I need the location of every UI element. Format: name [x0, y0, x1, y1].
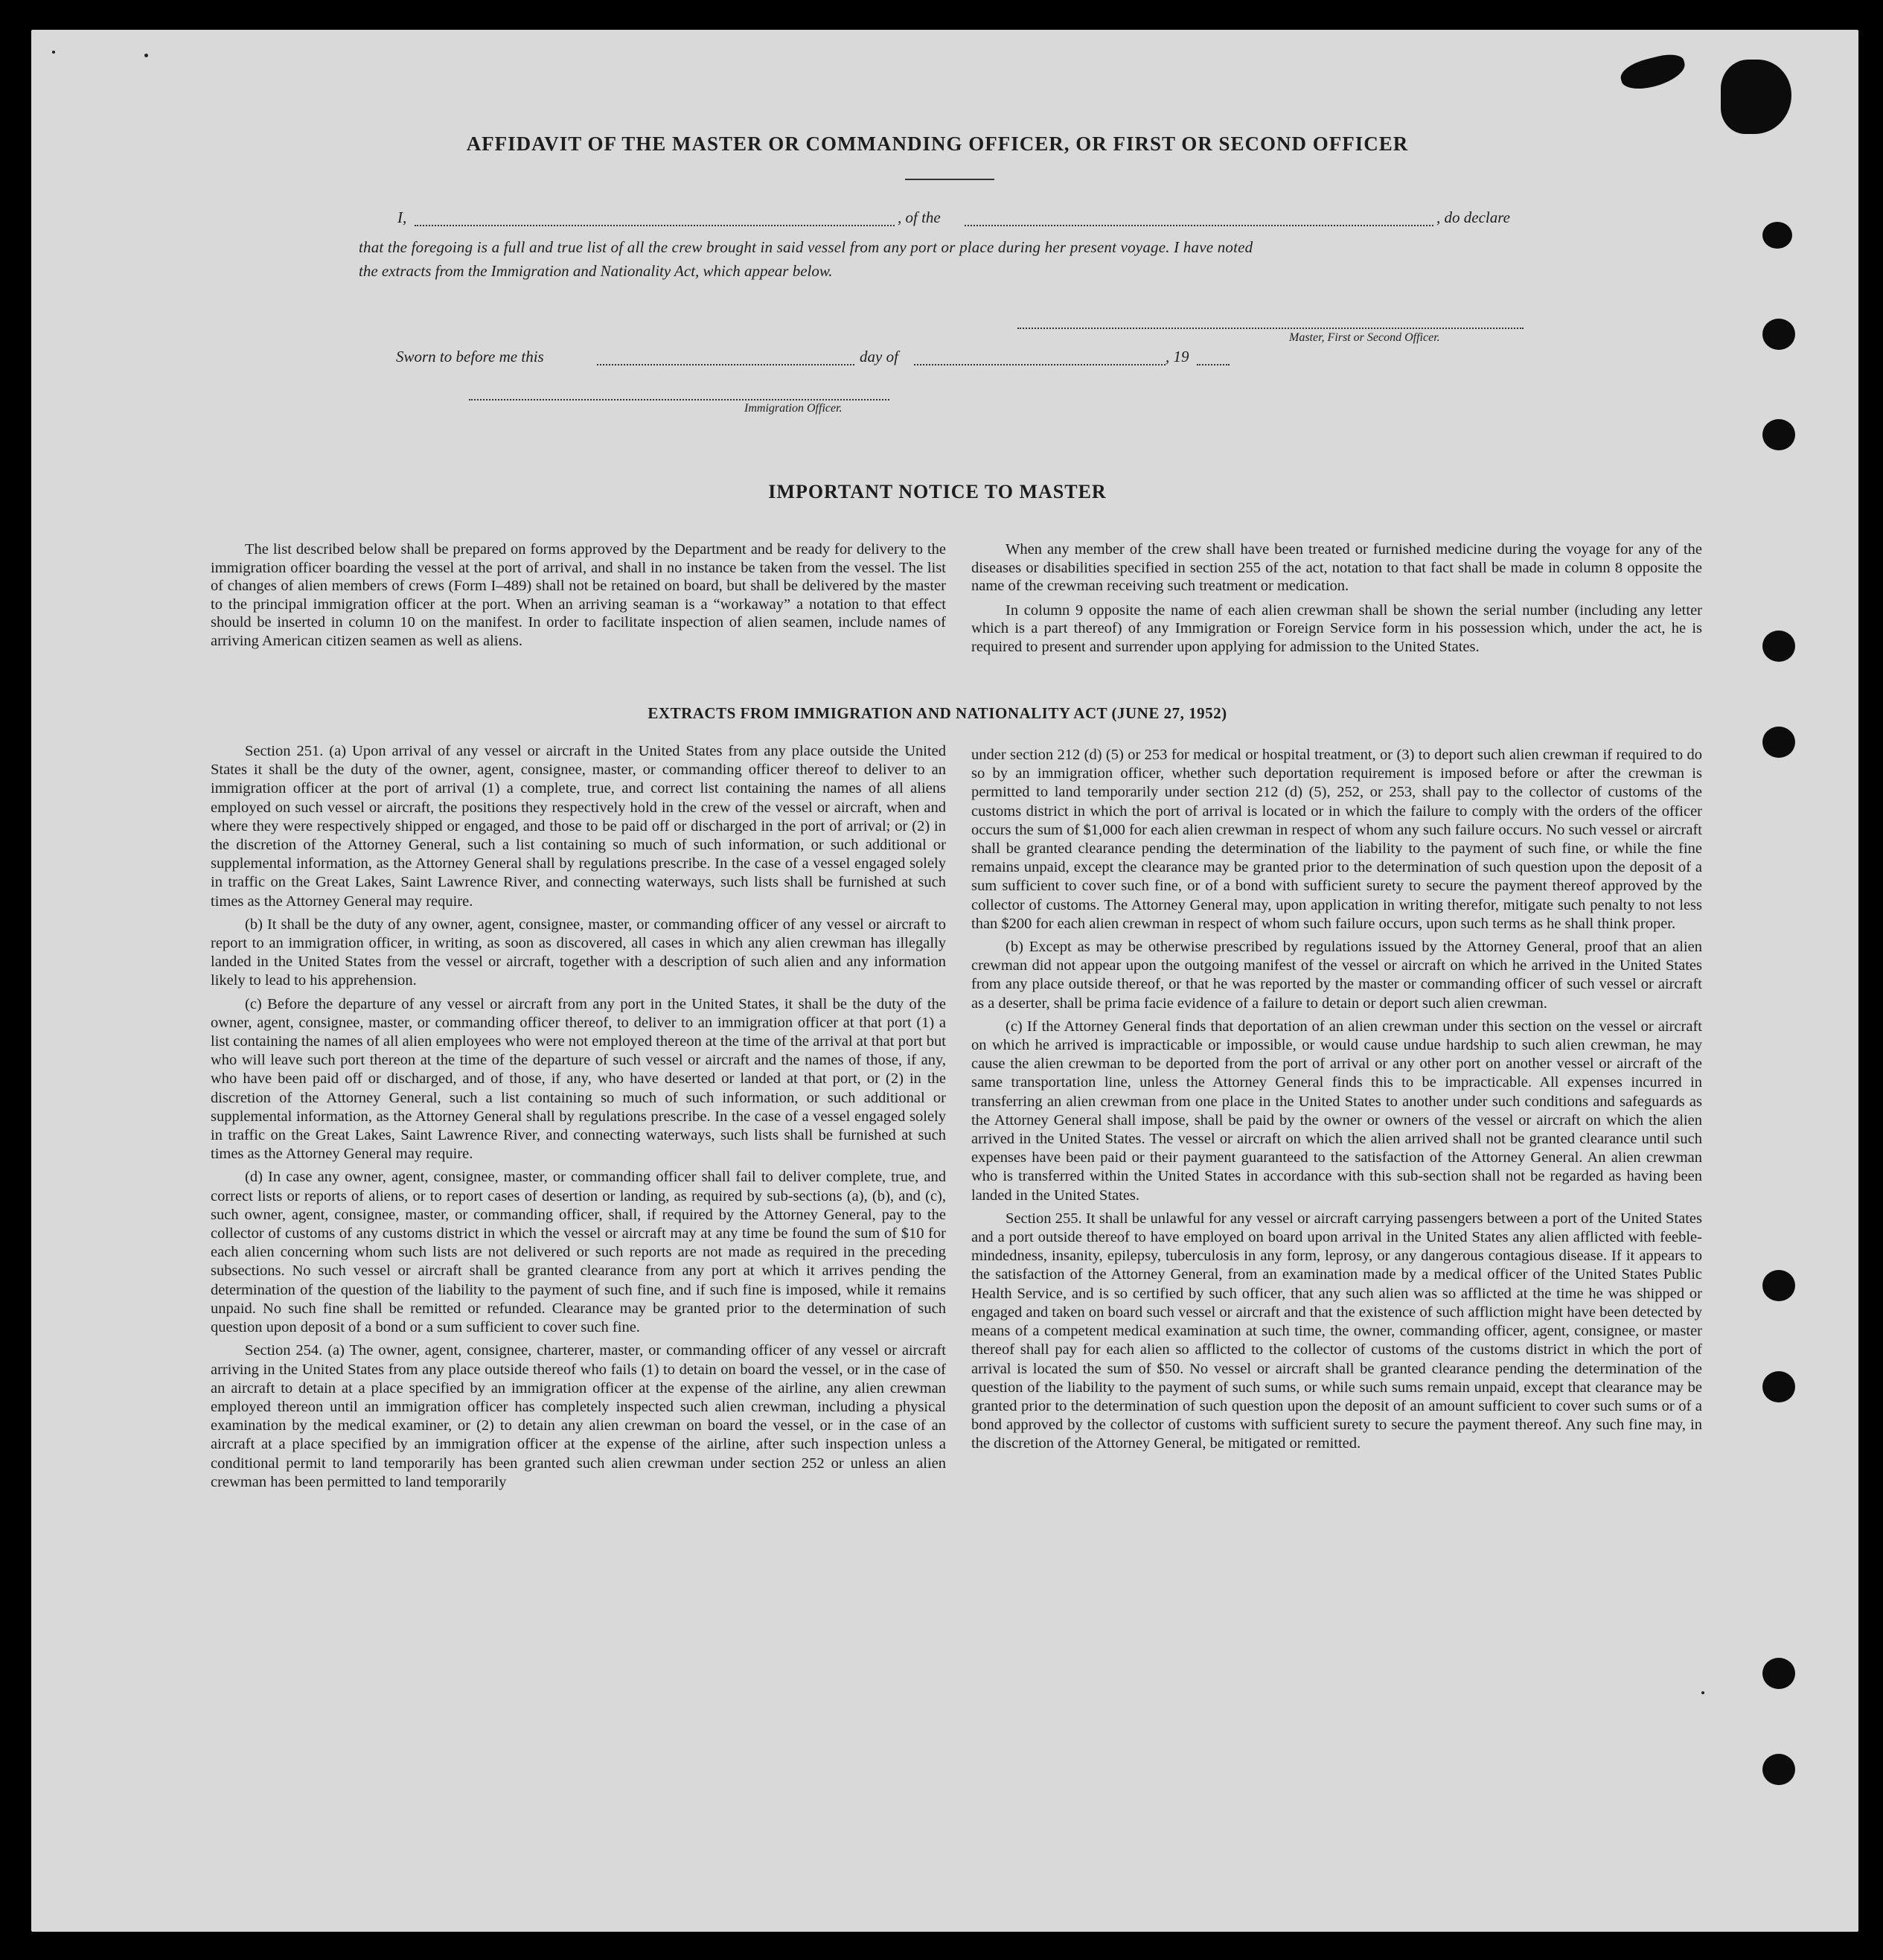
notice-right-paragraph-1: When any member of the crew shall have been treated or furnished medicine during the voyage for any of the diseases or disabilities specified in section 255 of the act, notation to that fact shall be made in column 8 opposite the name of the crewman receiving such treatment or medication.: [971, 541, 1702, 594]
sworn-month-blank: [914, 364, 1166, 365]
section-254-a-continued: under section 212 (d) (5) or 253 for medical or hospital treatment, or (3) to deport such alien crewman if required to do so by an immigration officer, whether such deportation requirement is imposed before or after the crewman is permitted to land temporarily under section 212 (d) (5), 252, or 253, shall pay to the collector of customs of the customs district in which the port of arrival is located or in which the failure to comply with the orders of the officer occurs the sum of $1,000 for each alien crewman in respect of whom any such failure occurs. No such vessel or aircraft shall be granted clearance pending the determination of the liability to the payment of such fine, or while the fine remains unpaid, except the clearance may be granted prior to the determination of such question upon the deposit of a sum sufficient to cover such fine, or of a bond with sufficient surety to secure the payment thereof approved by the collector of customs. The Attorney General may, upon application in writing therefor, mitigate such penalty to not less than $200 for each alien crewman in respect of whom such failure occurs, upon such terms as he shall think proper.: [971, 747, 1702, 932]
declaration-i: I,: [397, 208, 407, 226]
title-rule: [905, 179, 994, 180]
signature-caption: Master, First or Second Officer.: [1289, 331, 1440, 344]
torn-corner-blot: [1618, 51, 1689, 94]
officer-signature-blank: [469, 399, 889, 400]
declaration-statement-line-1: that the foregoing is a full and true list of all the crew brought in said vessel from any port or place during her present voyage. I have noted: [359, 238, 1253, 256]
sworn-day-blank: [597, 364, 854, 365]
extracts-title: EXTRACTS FROM IMMIGRATION AND NATIONALITY ACT (JUNE 27, 1952): [648, 704, 1227, 722]
notice-left-paragraph: The list described below shall be prepared on forms approved by the Department and be ready for delivery to the immigration officer boarding the vessel at the port of arrival, and shall in no instance be taken from the vessel. The list of changes of alien members of crews (Form I–489) shall not be retained on board, but shall be delivered by the master to the principal immigration officer at the port. When an arriving seaman is a “workaway” a notation to that effect should be inserted in column 10 on the manifest. In order to facilitate inspection of alien seamen, include names of arriving American citizen seamen as well as aliens.: [211, 541, 946, 649]
torn-corner-blot: [1721, 60, 1791, 134]
section-251-a: Section 251. (a) Upon arrival of any vessel or aircraft in the United States from any place outside the United States it shall be the duty of the owner, agent, consignee, master, or commanding officer thereof to deliver to an immigration officer at the port of arrival (1) a complete, true, and correct list containing the names of all aliens employed on such vessel or aircraft, the positions they respectively hold in the crew of the vessel or aircraft, when and where they were respectively shipped or engaged, and those to be paid off or discharged in the port of arrival; or (2) in the discretion of the Attorney General, such a list containing so much of such information, or such additional or supplemental information, as the Attorney General shall by regulations prescribe. In the case of a vessel engaged solely in traffic on the Great Lakes, Saint Lawrence River, and connecting waterways, such lists shall be furnished at such times as the Attorney General may require.: [211, 743, 946, 910]
declaration-vessel-blank: [965, 225, 1433, 226]
section-254-c: (c) If the Attorney General finds that deportation of an alien crewman under this section on the vessel or aircraft on which he arrived is impracticable or impossible, or would cause undue hardship to such alien crewman, he may cause the alien crewman to be deported from the port of arrival or any other port on another vessel or aircraft of the same transportation line, unless the Attorney General finds this to be impracticable. All expenses incurred in transferring an alien crewman from one place in the United States to another under such conditions and safeguards as the Attorney General shall impose, shall be paid by the owner or owners of the vessel or aircraft on which the alien arrived in the United States. The vessel or aircraft on which the alien arrived shall not be granted clearance until such expenses have been paid or their payment guaranteed to the satisfaction of the Attorney General. An alien crewman who is transferred within the United States in accordance with this sub-section shall not be regarded as having been landed in the United States.: [971, 1018, 1702, 1204]
punch-hole: [1762, 727, 1795, 758]
notice-right-paragraph-2: In column 9 opposite the name of each alien crewman shall be shown the serial number (including any letter which is a part thereof) of any Immigration or Foreign Service form in his possession which, under the act, he is required to present and surrender upon applying for admission to the United States.: [971, 601, 1702, 655]
extracts-right-column: [971, 746, 1702, 1458]
punch-hole: [1762, 1658, 1795, 1689]
notice-right-column: [971, 540, 1702, 662]
declaration-do-declare: , do declare: [1436, 208, 1510, 226]
document-page: [31, 30, 1858, 1932]
sworn-day-of: day of: [860, 348, 898, 365]
officer-caption: Immigration Officer.: [744, 402, 843, 415]
declaration-name-blank: [415, 225, 895, 226]
sworn-year-blank: [1197, 364, 1230, 365]
section-254-a: Section 254. (a) The owner, agent, consignee, charterer, master, or commanding officer of any vessel or aircraft arriving in the United States from any place outside thereof who fails (1) to detain on board the vessel, or in the case of an aircraft to detain at a place specified by an immigration officer at the expense of the airline, any alien crewman employed thereon until an immigration officer has completely inspected such alien crewman, including a physical examination by the medical examiner, or (2) to detain any alien crewman on board the vessel, or in the case of an aircraft at a place specified by an immigration officer at the expense of the airline, after such inspection unless a conditional permit to land temporarily has been granted such alien crewman under section 252 or unless an alien crewman has been permitted to land temporarily: [211, 1342, 946, 1490]
notice-title: IMPORTANT NOTICE TO MASTER: [768, 481, 1107, 502]
punch-hole: [1762, 419, 1795, 450]
section-255: Section 255. It shall be unlawful for any vessel or aircraft carrying passengers between a port of the United States and a port outside thereof to have employed on board upon arrival in the United States any alien afflicted with feeble-mindedness, insanity, epilepsy, tuberculosis in any form, leprosy, or any dangerous contagious disease. If it appears to the satisfaction of the Attorney General, from an examination made by a medical officer of the United States Public Health Service, and is so certified by such officer, that any such alien was so afflicted at the time he was shipped or engaged and taken on board such vessel or aircraft and that the existence of such affliction might have been detected by means of a competent medical examination at such time, the owner, commanding officer, agent, consignee, or master thereof shall pay for each alien so afflicted to the collector of customs of the customs district in which the port of arrival is located the sum of $50. No vessel or aircraft shall be granted clearance pending the determination of the question of the liability to the payment of such sums, or while such sums remain unpaid, except that clearance may be granted prior to the determination of such question upon the deposit of an amount sufficient to cover such sums or of a bond approved by the collector of customs with sufficient surety to secure the payment thereof. Any such fine may, in the discretion of the Attorney General, be mitigated or remitted.: [971, 1210, 1702, 1452]
punch-hole: [1762, 1754, 1795, 1785]
declaration-statement-line-2: the extracts from the Immigration and Nationality Act, which appear below.: [359, 262, 833, 280]
extracts-left-column: [211, 742, 946, 1496]
sworn-prefix: Sworn to before me this: [396, 348, 544, 365]
section-251-d: (d) In case any owner, agent, consignee, master, or commanding officer shall fail to deliver complete, true, and correct lists or reports of aliens, or to report cases of desertion or landing, as required by sub-sections (a), (b), and (c), such owner, agent, consignee, master, or commanding officer, shall, if required by the Attorney General, pay to the collector of customs of any customs district in which the vessel or aircraft may at any time be found the sum of $10 for each alien concerning whom such lists are not delivered or such reports are not made as required in the preceding subsections. No such vessel or aircraft shall be granted clearance from any port at which it arrives pending the determination of the question of the liability to the payment of such fine, and if such fine is imposed, while it remains unpaid. No such fine shall be remitted or refunded. Clearance may be granted prior to the determination of such question upon deposit of a bond or a sum sufficient to cover such fine.: [211, 1169, 946, 1336]
declaration-of-the: , of the: [898, 208, 941, 226]
punch-hole: [1762, 222, 1792, 249]
speck: [144, 54, 148, 57]
punch-hole: [1762, 1371, 1795, 1402]
punch-hole: [1762, 631, 1795, 662]
affidavit-title: AFFIDAVIT OF THE MASTER OR COMMANDING OFFICER, OR FIRST OR SECOND OFFICER: [466, 133, 1409, 155]
punch-hole: [1762, 319, 1795, 350]
sworn-year: , 19: [1166, 348, 1189, 365]
section-251-b: (b) It shall be the duty of any owner, agent, consignee, master, or commanding officer of any vessel or aircraft to report to an immigration officer, in writing, as soon as discovered, all cases in which any alien crewman has illegally landed in the United States from the vessel or aircraft, together with a description of such alien and any information likely to lead to his apprehension.: [211, 916, 946, 989]
punch-hole: [1762, 1270, 1795, 1301]
signature-blank: [1017, 328, 1524, 329]
section-251-c: (c) Before the departure of any vessel or aircraft from any port in the United States, it shall be the duty of the owner, agent, consignee, master, or commanding officer thereof, to deliver to an immigration officer at that port (1) a list containing the names of all alien employees who were not employed thereon at the time of the arrival at that port but who will leave such port thereon at the time of the departure of such vessel or aircraft and the names of those, if any, who have been paid off or discharged, and of those, if any, who have deserted or landed at that port, or (2) in the discretion of the Attorney General, such a list containing so much of such information, or such additional or supplemental information, as the Attorney General shall by regulations prescribe. In the case of a vessel engaged solely in traffic on the Great Lakes, Saint Lawrence River, and connecting waterways, such lists shall be furnished at such times as the Attorney General may require.: [211, 995, 946, 1163]
speck: [52, 51, 55, 54]
speck: [1701, 1691, 1704, 1694]
notice-left-column: [211, 540, 946, 656]
section-254-b: (b) Except as may be otherwise prescribed by regulations issued by the Attorney General, proof that an alien crewman did not appear upon the outgoing manifest of the vessel or aircraft on which he arrived in the United States from any place outside thereof, or that he was reported by the master or commanding officer of such vessel or aircraft as a deserter, shall be prima facie evidence of a failure to detain or deport such alien crewman.: [971, 939, 1702, 1012]
